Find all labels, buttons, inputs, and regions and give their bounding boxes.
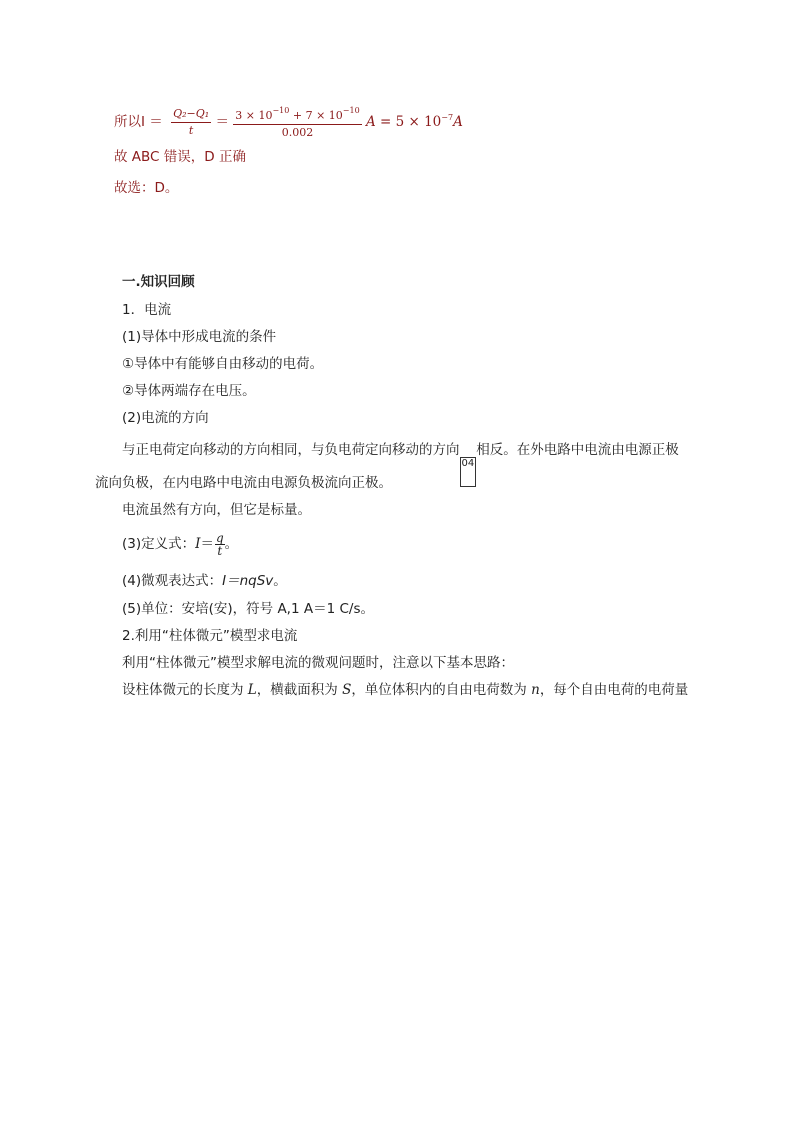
formula-fraction-2 xyxy=(233,104,361,140)
setup-symbol-n: n xyxy=(531,682,540,698)
setup-text-a: 设柱体微元的长度为 xyxy=(122,682,248,698)
formula-equals-1: ＝ xyxy=(215,114,229,130)
numerator-term-a: 3 × 10 xyxy=(235,109,273,122)
definition-end: 。 xyxy=(224,536,239,552)
formula-result-exponent: −7 xyxy=(441,113,454,122)
formula-result-unit: A xyxy=(453,114,463,130)
numerator-term-a-exponent: −10 xyxy=(272,106,290,115)
setup-symbol-L: L xyxy=(247,682,257,698)
definition-line xyxy=(122,529,238,559)
direction-text-b: 相反。在外电路中电流由电源正极 xyxy=(476,442,679,458)
item-2-title: 2.利用“柱体微元”模型求电流 xyxy=(122,628,298,644)
formula-line xyxy=(114,98,463,138)
subheading-2: (2)电流的方向 xyxy=(122,410,209,426)
definition-prefix: (3)定义式： xyxy=(122,536,196,552)
numerator-term-b-exponent: −10 xyxy=(342,106,360,115)
solution-conclusion: 故 ABC 错误，D 正确 xyxy=(114,149,246,165)
formula-fraction-2-numerator xyxy=(233,104,361,125)
unit-line: (5)单位：安培(安)，符号 A,1 A＝1 C/s。 xyxy=(122,601,374,617)
setup-symbol-S: S xyxy=(342,682,352,698)
formula-fraction-1-denominator: t xyxy=(188,123,194,137)
formula-fraction-1-numerator: Q₂−Q₁ xyxy=(171,107,211,123)
item-1-title: 1．电流 xyxy=(122,302,172,318)
setup-text-b: ，横截面积为 xyxy=(256,682,343,698)
setup-text-d: ，每个自由电荷的电荷量 xyxy=(539,682,689,698)
micro-expression-line xyxy=(122,569,287,589)
definition-current-symbol: I xyxy=(195,536,201,552)
direction-paragraph-line-2: 流向负极，在内电路中电流由电源负极流向正极。 xyxy=(95,475,392,491)
definition-fraction xyxy=(215,532,225,557)
setup-text-c: ，单位体积内的自由电荷数为 xyxy=(351,682,532,698)
micro-end: 。 xyxy=(273,573,287,589)
micro-expression: I＝nqSv xyxy=(222,573,274,589)
condition-1: ①导体中有能够自由移动的电荷。 xyxy=(122,356,324,372)
model-setup-line xyxy=(122,678,688,698)
numerator-plus-term-b: + 7 × 10 xyxy=(289,109,343,122)
scalar-note: 电流虽然有方向，但它是标量。 xyxy=(122,502,311,518)
formula-fraction-1 xyxy=(171,107,211,138)
definition-equals: ＝ xyxy=(200,536,214,552)
formula-prefix: 所以I ＝ xyxy=(114,114,163,130)
subheading-1: (1)导体中形成电流的条件 xyxy=(122,329,277,345)
section-heading: 一.知识回顾 xyxy=(122,274,195,290)
formula-unit: A xyxy=(365,114,376,130)
solution-answer: 故选：D。 xyxy=(114,180,179,196)
formula-fraction-2-denominator: 0.002 xyxy=(281,126,314,139)
definition-denominator: t xyxy=(217,543,223,558)
definition-numerator: q xyxy=(215,530,224,545)
micro-prefix: (4)微观表达式： xyxy=(122,573,223,589)
footnote-marker: 04 xyxy=(460,457,477,487)
condition-2: ②导体两端存在电压。 xyxy=(122,383,256,399)
item-2-description: 利用“柱体微元”模型求解电流的微观问题时，注意以下基本思路： xyxy=(122,655,514,671)
formula-result: = 5 × 10 xyxy=(375,114,442,130)
direction-text-a: 与正电荷定向移动的方向相同，与负电荷定向移动的方向 xyxy=(122,442,460,458)
